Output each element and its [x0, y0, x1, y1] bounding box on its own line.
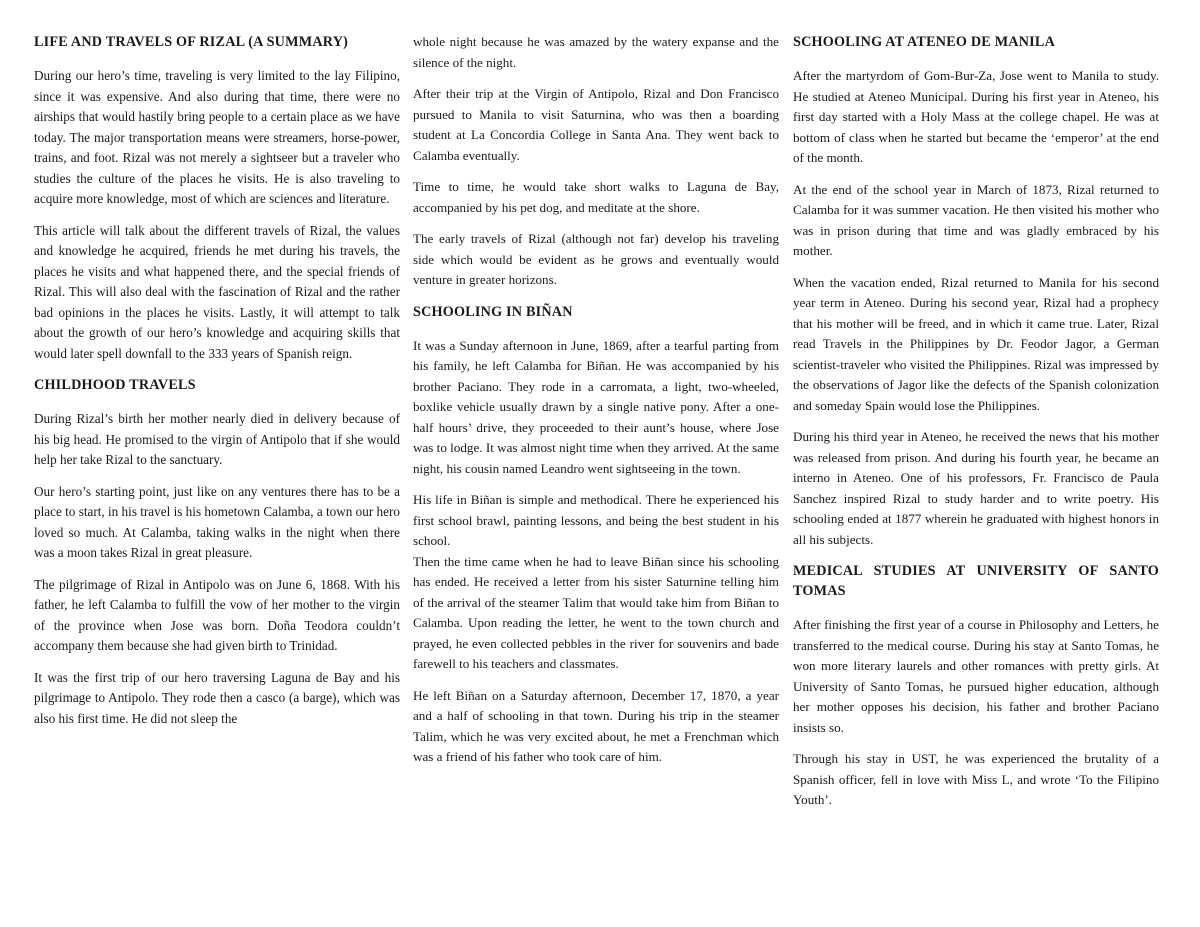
binan-paragraph-3: Then the time came when he had to leave Biñan since his schooling has ended. He received a letter from his sister Saturnine telling him of the arrival of the steamer Talim that would take him from Biñan to Calamba. Upon reading the letter, he went to the town church and prayed, he even collected pebbles in the river for souvenirs and bade farewell to his teachers and classmates. — [413, 553, 779, 671]
ateneo-paragraph-1: After the martyrdom of Gom-Bur-Za, Jose went to Manila to study. He studied at Ateneo Municipal. During his first year in Ateneo, his first day started with a Holy Mass at the college chapel. He was at bottom of class when he started but became the ‘emperor’ at the end of the month. — [793, 68, 1159, 165]
document-title: LIFE AND TRAVELS OF RIZAL (A SUMMARY) — [34, 34, 349, 50]
continued-paragraph-4: The early travels of Rizal (although not far) develop his traveling side which would be evident as he grows and eventually would venture in greater horizons. — [413, 231, 779, 287]
binan-paragraph-2: His life in Biñan is simple and methodical. There he experienced his first school brawl, painting lessons, and being the best student in his school. — [413, 492, 779, 548]
continued-paragraph-2: After their trip at the Virgin of Antipolo, Rizal and Don Francisco pursued to Manila to visit Saturnina, who was then a boarding student at La Concordia College in Santa Ana. They went back to Calamba eventually. — [413, 86, 779, 163]
intro-paragraph-1: During our hero’s time, traveling is very limited to the lay Filipino, since it was expensive. And also during that time, there were no airships that would hastily bring people to a certain place as we have today. The major transportation means were streamers, horse-power, trains, and foot. Rizal was not merely a sightseer but a traveler who studies the culture of the places he visits. He is also traveling to acquire more knowledge, most of which are sciences and literature. — [34, 68, 400, 206]
childhood-paragraph-4: It was the first trip of our hero traversing Laguna de Bay and his pilgrimage to Antipolo. They rode then a casco (a barge), which was also his first time. He did not sleep the — [34, 669, 400, 726]
intro-paragraph-2: This article will talk about the different travels of Rizal, the values and knowledge he acquired, friends he met during his travels, the places he visits and what happened there, and the special friends of Rizal. This will also deal with the fascination of Rizal and the rather bad opinions in the places he visits. Lastly, it will attempt to talk about the growth of our hero’s knowledge and acquiring skills that would later spell downfall to the 333 years of Spanish reign. — [34, 222, 400, 361]
section-heading-binan: SCHOOLING IN BIÑAN — [413, 303, 573, 320]
column-1 — [34, 32, 400, 729]
childhood-paragraph-1: During Rizal’s birth her mother nearly died in delivery because of his big head. He promised to the virgin of Antipolo that if she would help her take Rizal to the sanctuary. — [34, 411, 400, 467]
ust-paragraph-2: Through his stay in UST, he was experienced the brutality of a Spanish officer, fell in love with Miss L, and wrote ‘To the Filipino Youth’. — [793, 751, 1159, 807]
column-2 — [413, 32, 779, 768]
ateneo-paragraph-4: During his third year in Ateneo, he received the news that his mother was released from prison. And during his fourth year, he became an interno in Ateneo. One of his professors, Fr. Francisco de Paula Sanchez inspired Rizal to study harder and to write poetry. His schooling ended at 1877 wherein he graduated with highest honors in all his subjects. — [793, 429, 1159, 547]
ateneo-paragraph-2: At the end of the school year in March of 1873, Rizal returned to Calamba for it was summer vacation. He then visited his mother who was in prison during that time and was gladly embraced by his mother. — [793, 181, 1159, 258]
ust-paragraph-1: After finishing the first year of a course in Philosophy and Letters, he transferred to the medical course. During his stay at Santo Tomas, he won more literary laurels and other romances with pretty girls. At University of Santo Tomas, he pursued higher education, although her mother opposes his decision, his father and brother Paciano insists so. — [793, 617, 1159, 735]
column-3 — [793, 32, 1159, 811]
binan-paragraph-1: It was a Sunday afternoon in June, 1869, after a tearful parting from his family, he left Calamba for Biñan. He was accompanied by his brother Paciano. They rode in a carromata, a light, two-wheeled, boxlike vehicle usually drawn by a single native pony. After a one-half hours’ drive, they proceeded to their aunt’s house, where Jose was to lodge. It was almost night time when they arrived. At the same night, his cousin named Leandro went sightseeing in the town. — [413, 337, 779, 476]
ateneo-paragraph-3: When the vacation ended, Rizal returned to Manila for his second year term in Ateneo. During his second year, Rizal had a prophecy that his mother will be freed, and in which it came true. Later, Rizal read Travels in the Philippines by Dr. Feodor Jagor, a German scientist-traveler who visited the Philippines. Rizal was impressed by the observations of Jagor like the defects of the Spanish colonization and someday Spain would lose the Philippines. — [793, 274, 1159, 413]
continued-paragraph-1: whole night because he was amazed by the watery expanse and the silence of the night. — [413, 34, 779, 70]
continued-paragraph-3: Time to time, he would take short walks to Laguna de Bay, accompanied by his pet dog, and meditate at the shore. — [413, 179, 779, 215]
binan-paragraph-4: He left Biñan on a Saturday afternoon, December 17, 1870, a year and a half of schooling in that town. During his trip in the steamer Talim, which he was very excited about, he met a Frenchman which was a friend of his father who took care of him. — [413, 687, 779, 764]
section-heading-ust: MEDICAL STUDIES AT UNIVERSITY OF SANTO TOMAS — [793, 563, 1159, 599]
childhood-paragraph-2: Our hero’s starting point, just like on any ventures there has to be a place to start, in his travel is his hometown Calamba, a town our hero loved so much. At Calamba, taking walks in the night when there was a moon takes Rizal in great pleasure. — [34, 483, 400, 560]
childhood-paragraph-3: The pilgrimage of Rizal in Antipolo was on June 6, 1868. With his father, he left Calamba to fulfill the vow of her mother to the virgin of the province when Jose was born. Doña Teodora couldn’t accompany them because she had given birth to Trinidad. — [34, 576, 400, 653]
section-heading-childhood: CHILDHOOD TRAVELS — [34, 377, 196, 393]
section-heading-ateneo: SCHOOLING AT ATENEO DE MANILA — [793, 34, 1056, 50]
